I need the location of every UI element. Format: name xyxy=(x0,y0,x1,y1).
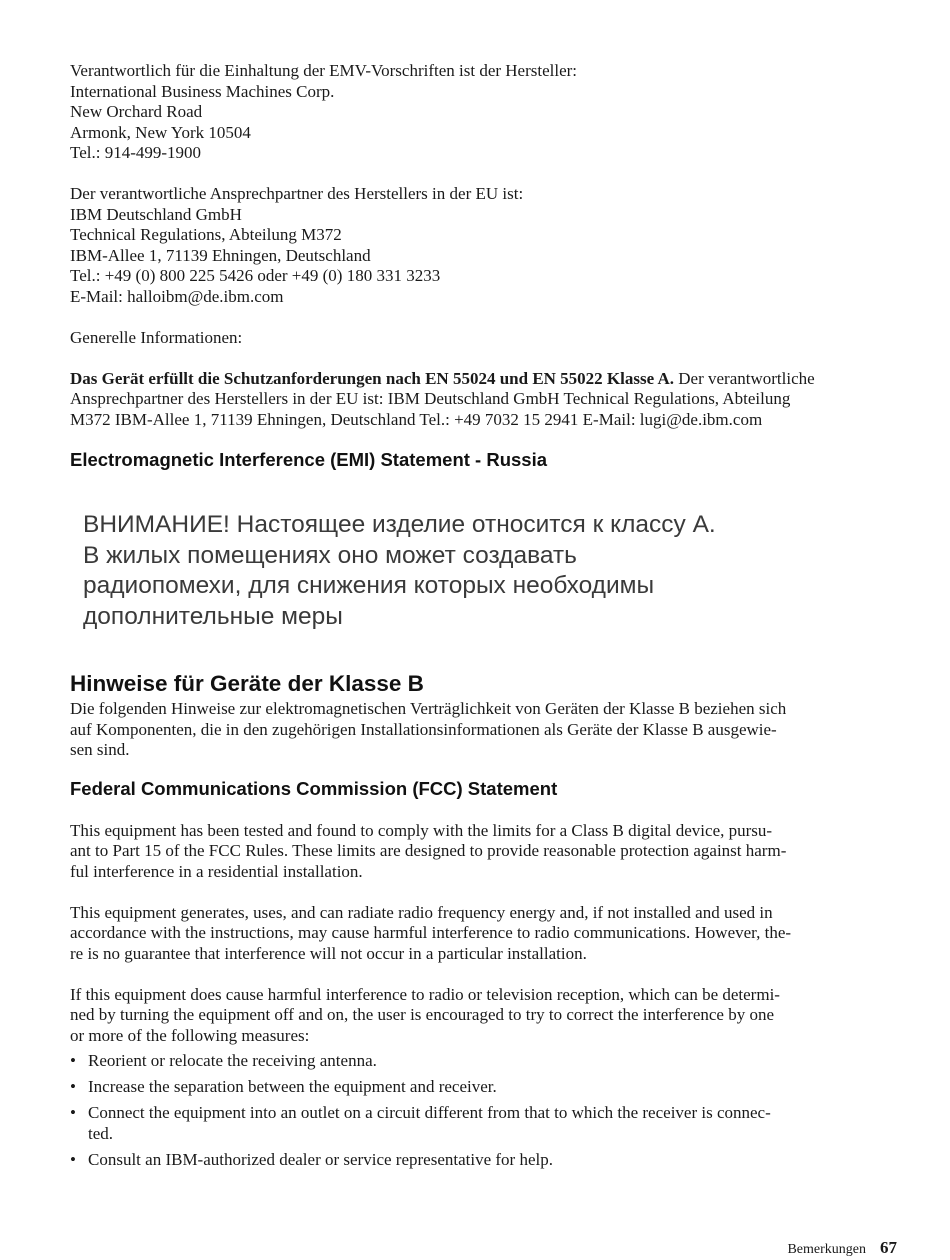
fcc-measures-list xyxy=(70,1051,896,1170)
text-line: радиопомехи, для снижения которых необходимы xyxy=(83,572,655,599)
text-line: re is no guarantee that interference will not occur in a particular installation. xyxy=(70,943,587,963)
text-line xyxy=(70,369,896,390)
eu-contact-block xyxy=(70,184,896,307)
text-line: В жилых помещениях оно может создавать xyxy=(83,541,577,569)
text-line: IBM-Allee 1, 71139 Ehningen, Deutschland xyxy=(70,245,371,265)
text-line: ful interference in a residential installation. xyxy=(70,861,363,881)
bullet-icon: • xyxy=(70,1149,76,1169)
list-item xyxy=(70,1150,896,1171)
text-line: Reorient or relocate the receiving antenna. xyxy=(88,1051,377,1070)
text-line: auf Komponenten, die in den zugehörigen Installationsinformationen als Geräte der Klasse B ausgewie- xyxy=(70,719,777,739)
text-line: Generelle Informationen: xyxy=(70,327,243,347)
text-line: This equipment generates, uses, and can radiate radio frequency energy and, if not installed and used in xyxy=(70,902,773,922)
text-line: M372 IBM-Allee 1, 71139 Ehningen, Deutschland Tel.: +49 7032 15 2941 E-Mail: lugi@de.ibm.com xyxy=(70,409,763,429)
text-line: New Orchard Road xyxy=(70,102,203,121)
text-line: Der verantwortliche Ansprechpartner des Herstellers in der EU ist: xyxy=(70,184,524,203)
text-line: Consult an IBM-authorized dealer or service representative for help. xyxy=(88,1149,553,1169)
page-number: 67 xyxy=(880,1238,897,1257)
text-line: IBM Deutschland GmbH xyxy=(70,204,242,224)
fcc-paragraph-2 xyxy=(70,903,896,965)
text-line: Ansprechpartner des Herstellers in der EU ist: IBM Deutschland GmbH Technical Regulations, Abteilung xyxy=(70,389,791,408)
text-line: Verantwortlich für die Einhaltung der EMV-Vorschriften ist der Hersteller: xyxy=(70,61,578,80)
text-line: ned by turning the equipment off and on, the user is encouraged to try to correct the interference by one xyxy=(70,1005,774,1024)
text-line: accordance with the instructions, may cause harmful interference to radio communications. However, the- xyxy=(70,923,792,942)
text-line: дополнительные меры xyxy=(83,602,343,630)
text-line: Technical Regulations, Abteilung M372 xyxy=(70,225,342,244)
text-line: ant to Part 15 of the FCC Rules. These limits are designed to provide reasonable protection against harm- xyxy=(70,841,787,860)
list-item xyxy=(70,1051,896,1072)
page-footer xyxy=(787,1238,897,1258)
bullet-icon: • xyxy=(70,1077,76,1096)
list-item xyxy=(70,1103,896,1144)
text-line: International Business Machines Corp. xyxy=(70,81,335,101)
emi-russia-heading: Electromagnetic Interference (EMI) Statement - Russia xyxy=(70,449,548,470)
fcc-heading: Federal Communications Commission (FCC) Statement xyxy=(70,777,558,799)
text-line: This equipment has been tested and found to comply with the limits for a Class B digital device, pursu- xyxy=(70,820,773,840)
text-line: Armonk, New York 10504 xyxy=(70,122,251,142)
compliance-bold-statement: Das Gerät erfüllt die Schutzanforderungen nach EN 55024 und EN 55022 Klasse A. xyxy=(70,368,674,388)
text-line: Tel.: +49 (0) 800 225 5426 oder +49 (0) 180 331 3233 xyxy=(70,266,441,285)
class-b-paragraph xyxy=(70,699,896,761)
text-line: Die folgenden Hinweise zur elektromagnetischen Verträglichkeit von Geräten der Klasse B beziehen sich xyxy=(70,699,787,718)
fcc-paragraph-1 xyxy=(70,821,896,883)
text-line: Connect the equipment into an outlet on a circuit different from that to which the receiver is connec- xyxy=(88,1103,771,1122)
text-line: sen sind. xyxy=(70,740,130,759)
general-info-label xyxy=(70,328,896,349)
document-page xyxy=(70,61,896,1176)
list-item xyxy=(70,1077,896,1098)
text-line: or more of the following measures: xyxy=(70,1025,310,1045)
bullet-icon: • xyxy=(70,1051,76,1070)
text-line: E-Mail: halloibm@de.ibm.com xyxy=(70,286,284,306)
text-line: ВНИМАНИЕ! Настоящее изделие относится к классу А. xyxy=(83,511,716,538)
fcc-paragraph-3 xyxy=(70,985,896,1047)
text-line: If this equipment does cause harmful interference to radio or television reception, which can be determi- xyxy=(70,984,780,1004)
bullet-icon: • xyxy=(70,1103,76,1122)
class-b-heading: Hinweise für Geräte der Klasse B xyxy=(70,671,424,696)
compliance-paragraph xyxy=(70,369,896,431)
compliance-line1-rest: Der verantwortliche xyxy=(674,368,815,388)
text-line: ted. xyxy=(88,1123,114,1143)
russia-warning-notice xyxy=(83,510,896,632)
emv-manufacturer-block xyxy=(70,61,896,164)
footer-section-label: Bemerkungen xyxy=(787,1242,866,1257)
text-line: Tel.: 914-499-1900 xyxy=(70,143,202,162)
text-line: Increase the separation between the equipment and receiver. xyxy=(88,1077,497,1096)
